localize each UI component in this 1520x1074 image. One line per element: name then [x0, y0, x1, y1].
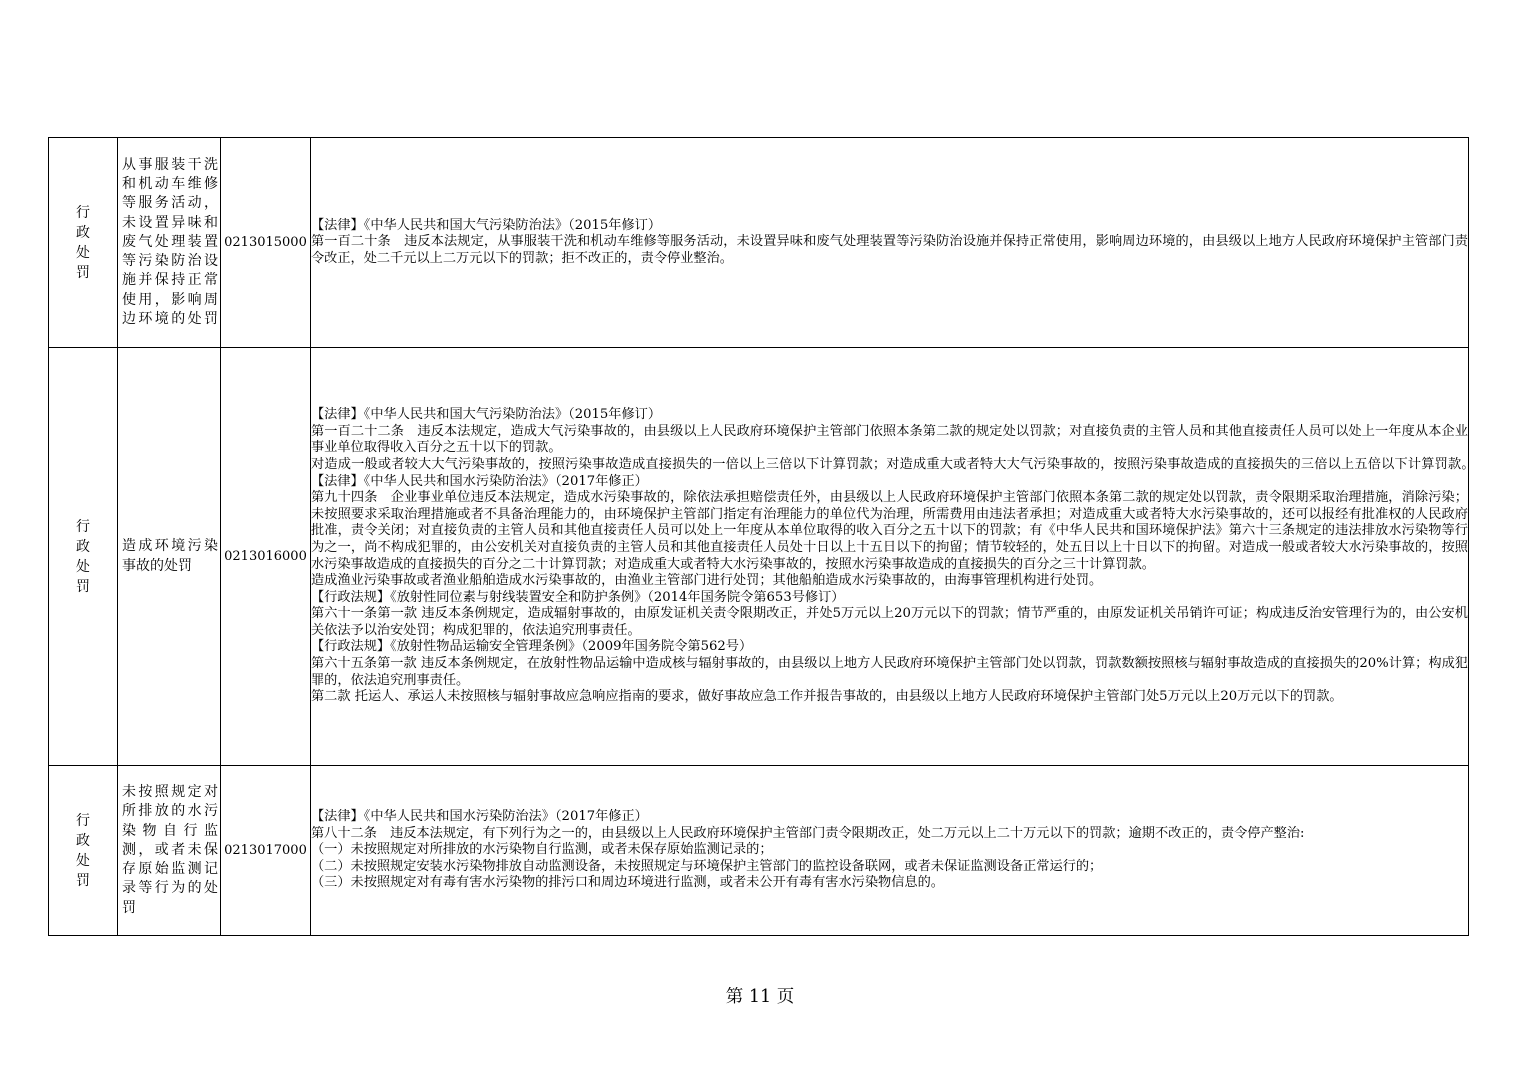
type-cell [49, 766, 118, 936]
item-name: 未按照规定对所排放的水污染物自行监测，或者未保存原始监测记录等行为的处罚 [122, 784, 218, 916]
item-code: 0213017000 [224, 843, 307, 858]
basis-paragraph: 【行政法规】《放射性同位素与射线装置安全和防护条例》（2014年国务院令第653号修订） [311, 589, 845, 605]
page-number: 第 11 页 [725, 987, 795, 1007]
basis-paragraph: 【法律】《中华人民共和国大气污染防治法》（2015年修订） [311, 217, 662, 233]
basis-paragraph: 对造成一般或者较大大气污染事故的，按照污染事故造成直接损失的一倍以上三倍以下计算罚款；对造成重大或者特大大气污染事故的，按照污染事故造成的直接损失的三倍以上五倍以下计算罚款。 【法律】《中华人民共和国水污染防治法》（2017年修正） [311, 456, 1495, 489]
basis-paragraph: （一）未按照规定对所排放的水污染物自行监测，或者未保存原始监测记录的； [311, 842, 773, 858]
item-name-cell [118, 138, 221, 348]
basis-paragraph: 造成渔业污染事故或者渔业船舶造成水污染事故的，由渔业主管部门进行处罚；其他船舶造成水污染事故的，由海事管理机构进行处罚。 [311, 573, 1103, 589]
item-code-cell [221, 766, 311, 936]
table-row [49, 348, 1469, 766]
basis-paragraph: 【法律】《中华人民共和国大气污染防治法》（2015年修订） [311, 407, 662, 423]
basis-paragraph: 第六十一条第一款 违反本条例规定，造成辐射事故的，由原发证机关责令限期改正，并处5万元以上20万元以下的罚款；情节严重的，由原发证机关吊销许可证；构成违反治安管理行为的，由公安机关依法予以治安处罚；构成犯罪的，依法追究刑事责任。 [311, 606, 1468, 638]
item-name-cell [118, 766, 221, 936]
item-code: 0213015000 [224, 235, 307, 250]
table-row [49, 138, 1469, 348]
penalty-type: 行政处罚 [76, 204, 90, 281]
penalty-type: 行政处罚 [76, 812, 90, 889]
item-code-cell [221, 138, 311, 348]
penalty-type: 行政处罚 [76, 518, 90, 595]
type-cell [49, 138, 118, 348]
legal-basis-cell [311, 766, 1469, 936]
basis-paragraph: 第一百二十条 违反本法规定，从事服装干洗和机动车维修等服务活动，未设置异味和废气处理装置等污染防治设施并保持正常使用，影响周边环境的，由县级以上地方人民政府环境保护主管部门责令改正，处二千元以上二万元以下的罚款；拒不改正的，责令停业整治。 [311, 234, 1468, 266]
basis-paragraph: 第八十二条 违反本法规定，有下列行为之一的，由县级以上人民政府环境保护主管部门责令限期改正，处二万元以上二十万元以下的罚款；逾期不改正的，责令停产整治: [311, 825, 1305, 841]
item-name: 从事服装干洗和机动车维修等服务活动，未设置异味和废气处理装置等污染防治设施并保持正常使用，影响周边环境的处罚 [122, 157, 218, 327]
penalty-table [48, 137, 1495, 936]
legal-basis-cell [311, 348, 1495, 766]
type-cell [49, 348, 118, 766]
basis-paragraph: 第二款 托运人、承运人未按照核与辐射事故应急响应指南的要求，做好事故应急工作并报告事故的，由县级以上地方人民政府环境保护主管部门处5万元以上20万元以下的罚款。 [311, 689, 1343, 705]
basis-paragraph: 【法律】《中华人民共和国水污染防治法》（2017年修正） [311, 809, 648, 825]
legal-basis-cell [311, 138, 1469, 348]
basis-paragraph: 第一百二十二条 违反本法规定，造成大气污染事故的，由县级以上人民政府环境保护主管部门依照本条第二款的规定处以罚款；对直接负责的主管人员和其他直接责任人员可以处上一年度从本企业事业单位取得收入百分之五十以下的罚款。 [311, 423, 1468, 456]
table-row [49, 766, 1469, 936]
basis-paragraph: （三）未按照规定对有毒有害水污染物的排污口和周边环境进行监测，或者未公开有毒有害水污染物信息的。 [311, 875, 944, 891]
basis-paragraph: （二）未按照规定安装水污染物排放自动监测设备，未按照规定与环境保护主管部门的监控设备联网，或者未保证监测设备正常运行的； [311, 858, 1103, 874]
basis-paragraph: 【行政法规】《放射性物品运输安全管理条例》（2009年国务院令第562号） [311, 639, 753, 655]
basis-paragraph: 第九十四条 企业事业单位违反本法规定，造成水污染事故的，除依法承担赔偿责任外，由县级以上人民政府环境保护主管部门依照本条第二款的规定处以罚款，责令限期采取治理措施，消除污染；未按照要求采取治理措施或者不具备治理能力的，由环境保护主管部门指定有治理能力的单位代为治理，所需费用由违法者承担；对造成重大或者特大水污染事故的，还可以报经有批准权的人民政府批准，责令关闭；对直接负责的主管人员和其他直接责任人员可以处上一年度从本单位取得的收入百分之五十以下的罚款；有《中华人民共和国环境保护法》第六十三条规定的违法排放水污染物等行为之一，尚不构成犯罪的，由公安机关对直接负责的主管人员和其他直接责任人员处十日以上十五日以下的拘留；情节较轻的，处五日以上十日以下的拘留。对造成一般或者较大水污染事故的，按照水污染事故造成的直接损失的百分之二十计算罚款；对造成重大或者特大水污染事故的，按照水污染事故造成的直接损失的百分之三十计算罚款。 [311, 490, 1468, 572]
item-code-cell [221, 348, 311, 766]
item-code: 0213016000 [224, 549, 307, 564]
item-name-cell [118, 348, 221, 766]
basis-paragraph: 第六十五条第一款 违反本条例规定，在放射性物品运输中造成核与辐射事故的，由县级以上地方人民政府环境保护主管部门处以罚款，罚款数额按照核与辐射事故造成的直接损失的20%计算；构成犯罪的，依法追究刑事责任。 [311, 656, 1468, 688]
item-name: 造成环境污染事故的处罚 [122, 538, 218, 574]
